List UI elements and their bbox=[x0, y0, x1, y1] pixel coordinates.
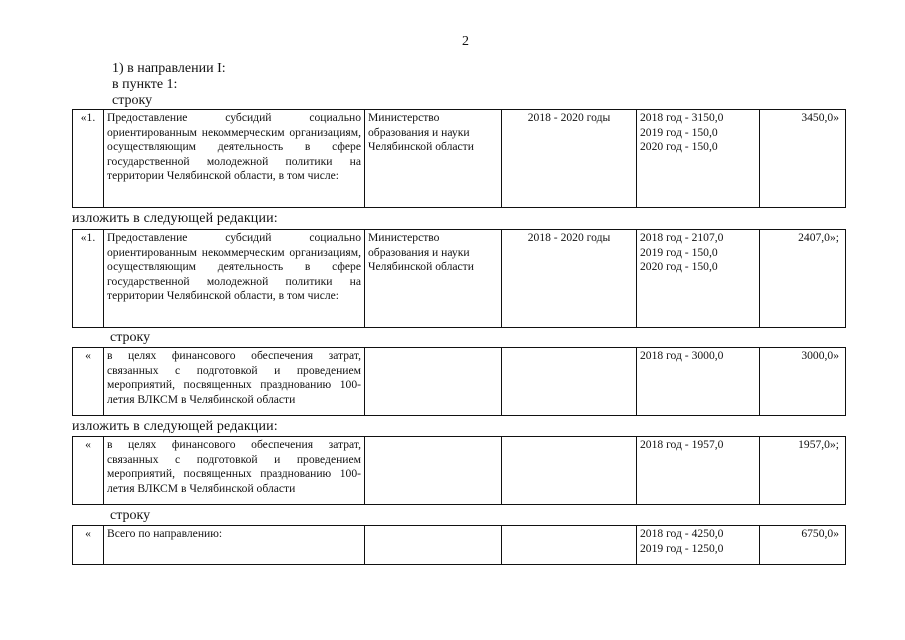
caption-line-2: строку bbox=[110, 508, 151, 523]
row-term bbox=[502, 526, 637, 565]
row-term: 2018 - 2020 годы bbox=[502, 230, 637, 328]
row-organization: Министерство образования и науки Челябинской области bbox=[365, 230, 502, 328]
row-name: Всего по направлению: bbox=[104, 526, 365, 565]
intro-direction: 1) в направлении I: bbox=[112, 61, 226, 76]
funding-line: 2019 год - 150,0 bbox=[640, 125, 718, 139]
caption-replace-2: изложить в следующей редакции: bbox=[72, 419, 278, 434]
caption-line-1: строку bbox=[110, 330, 151, 345]
row-total: 6750,0» bbox=[760, 526, 846, 565]
row-organization bbox=[365, 437, 502, 505]
row-organization bbox=[365, 348, 502, 416]
row-organization: Министерство образования и науки Челябинской области bbox=[365, 110, 502, 208]
caption-replace-1: изложить в следующей редакции: bbox=[72, 211, 278, 226]
row-funding bbox=[637, 437, 760, 505]
page-number: 2 bbox=[462, 34, 469, 49]
row-number: «1. bbox=[73, 230, 104, 328]
row-funding bbox=[637, 110, 760, 208]
row-total: 2407,0»; bbox=[760, 230, 846, 328]
intro-point: в пункте 1: bbox=[112, 77, 178, 92]
funding-line: 2020 год - 150,0 bbox=[640, 260, 718, 274]
row-name: в целях финансового обеспечения затрат, связанных с подготовкой и проведением мероприятий, посвященных празднованию 100-летия ВЛКСМ в Челябинской области bbox=[104, 437, 365, 505]
intro-line-label: строку bbox=[112, 93, 153, 108]
row-funding bbox=[637, 348, 760, 416]
funding-line: 2019 год - 150,0 bbox=[640, 245, 718, 259]
row-total: 3450,0» bbox=[760, 110, 846, 208]
funding-line: 2018 год - 3150,0 bbox=[640, 111, 724, 124]
table-row-1 bbox=[72, 109, 846, 208]
table-row-4 bbox=[72, 436, 846, 505]
row-number: « bbox=[73, 437, 104, 505]
table-row-5 bbox=[72, 525, 846, 565]
funding-line: 2018 год - 3000,0 bbox=[640, 349, 724, 362]
funding-line: 2018 год - 1957,0 bbox=[640, 438, 724, 451]
row-funding bbox=[637, 526, 760, 565]
funding-line: 2019 год - 1250,0 bbox=[640, 541, 724, 555]
funding-line: 2020 год - 150,0 bbox=[640, 140, 718, 154]
row-number: « bbox=[73, 348, 104, 416]
row-term bbox=[502, 348, 637, 416]
funding-line: 2018 год - 4250,0 bbox=[640, 527, 724, 540]
row-term bbox=[502, 437, 637, 505]
intro-block bbox=[112, 61, 226, 109]
row-name: в целях финансового обеспечения затрат, связанных с подготовкой и проведением мероприятий, посвященных празднованию 100-летия ВЛКСМ в Челябинской области bbox=[104, 348, 365, 416]
row-number: « bbox=[73, 526, 104, 565]
funding-line: 2018 год - 2107,0 bbox=[640, 231, 724, 244]
table-row-3 bbox=[72, 347, 846, 416]
row-total: 1957,0»; bbox=[760, 437, 846, 505]
row-organization bbox=[365, 526, 502, 565]
row-name: Предоставление субсидий социально ориентированным некоммерческим организациям, осуществляющим деятельность в сфере государственной молодежной политики на территории Челябинской области, в том числе: bbox=[104, 230, 365, 328]
row-number: «1. bbox=[73, 110, 104, 208]
row-funding bbox=[637, 230, 760, 328]
row-name: Предоставление субсидий социально ориентированным некоммерческим организациям, осуществляющим деятельность в сфере государственной молодежной политики на территории Челябинской области, в том числе: bbox=[104, 110, 365, 208]
row-term: 2018 - 2020 годы bbox=[502, 110, 637, 208]
row-total: 3000,0» bbox=[760, 348, 846, 416]
table-row-2 bbox=[72, 229, 846, 328]
